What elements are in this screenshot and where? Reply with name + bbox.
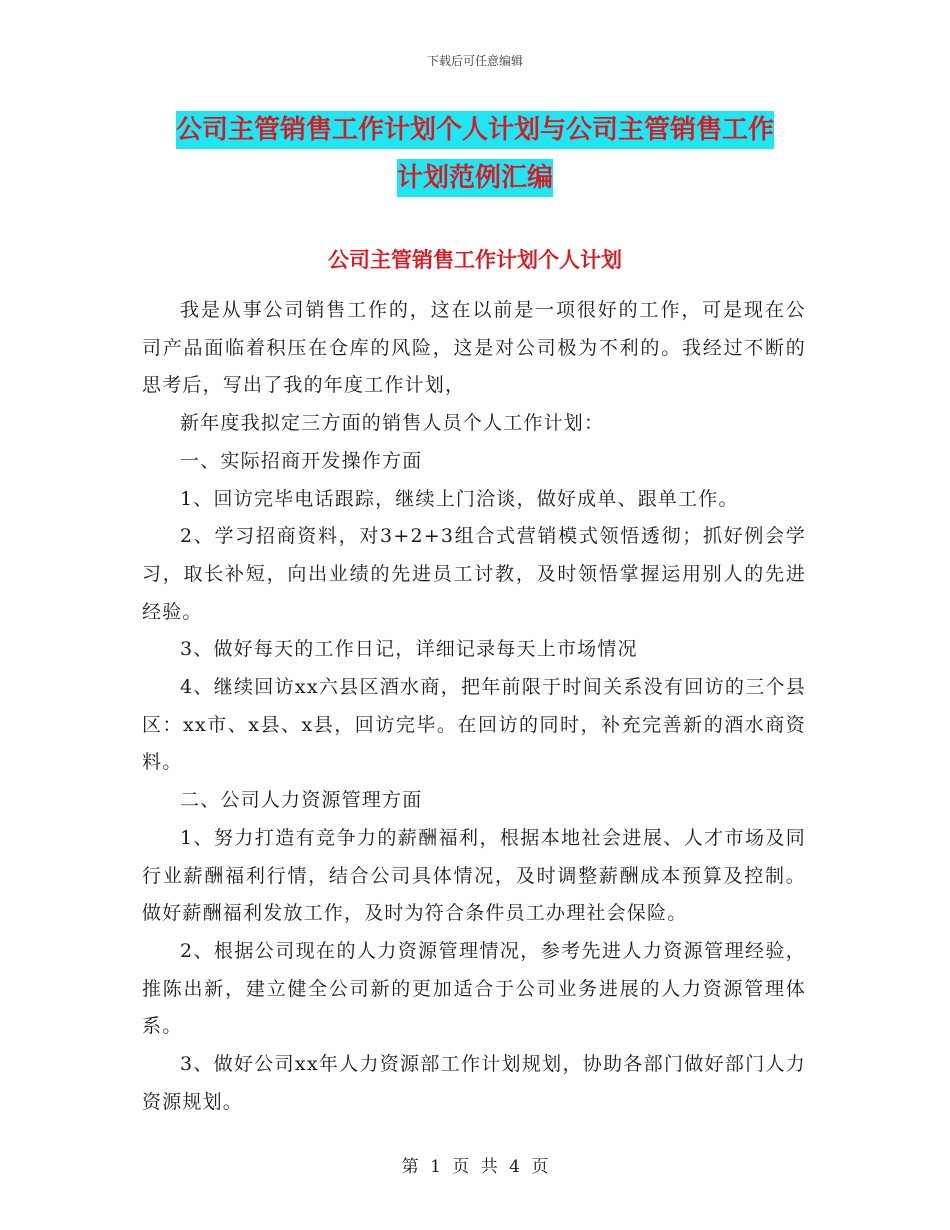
paragraph: 一、实际招商开发操作方面 xyxy=(180,449,423,472)
title-line-1: 公司主管销售工作计划个人计划与公司主管销售工作 xyxy=(176,111,774,149)
document-title xyxy=(140,106,810,202)
paragraph: 1、回访完毕电话跟踪，继续上门洽谈，做好成单、跟单工作。 xyxy=(180,487,739,510)
paragraph: 3、做好公司xx年人力资源部工作计划规划，协助各部门做好部门人力资源规划。 xyxy=(142,1053,806,1113)
section-title: 公司主管销售工作计划个人计划 xyxy=(328,248,622,272)
title-line-2: 计划范例汇编 xyxy=(397,159,553,197)
paragraph: 2、学习招商资料，对3+2+3组合式营销模式领悟透彻；抓好例会学习，取长补短，向出业绩的先进员工讨教，及时领悟掌握运用别人的先进经验。 xyxy=(142,525,806,623)
paragraph: 4、继续回访xx六县区酒水商，把年前限于时间关系没有回访的三个县区：xx市、x县、x县，回访完毕。在回访的同时，补充完善新的酒水商资料。 xyxy=(142,676,806,774)
paragraph: 1、努力打造有竞争力的薪酬福利，根据本地社会进展、人才市场及同行业薪酬福利行情，结合公司具体情况，及时调整薪酬成本预算及控制。做好薪酬福利发放工作，及时为符合条件员工办理社会保险。 xyxy=(142,826,806,925)
paragraph: 新年度我拟定三方面的销售人员个人工作计划： xyxy=(180,412,605,435)
paragraph: 2、根据公司现在的人力资源管理情况，参考先进人力资源管理经验，推陈出新，建立健全公司新的更加适合于公司业务进展的人力资源管理体系。 xyxy=(142,939,806,1038)
page-footer: 第 1 页 共 4 页 xyxy=(401,1157,549,1177)
header-note: 下载后可任意编辑 xyxy=(426,54,523,68)
document-body xyxy=(142,292,806,1121)
paragraph: 二、公司人力资源管理方面 xyxy=(180,789,423,812)
paragraph: 我是从事公司销售工作的，这在以前是一项很好的工作，可是现在公司产品面临着积压在仓库的风险，这是对公司极为不利的。我经过不断的思考后，写出了我的年度工作计划， xyxy=(142,299,806,397)
paragraph: 3、做好每天的工作日记，详细记录每天上市场情况 xyxy=(180,638,638,661)
